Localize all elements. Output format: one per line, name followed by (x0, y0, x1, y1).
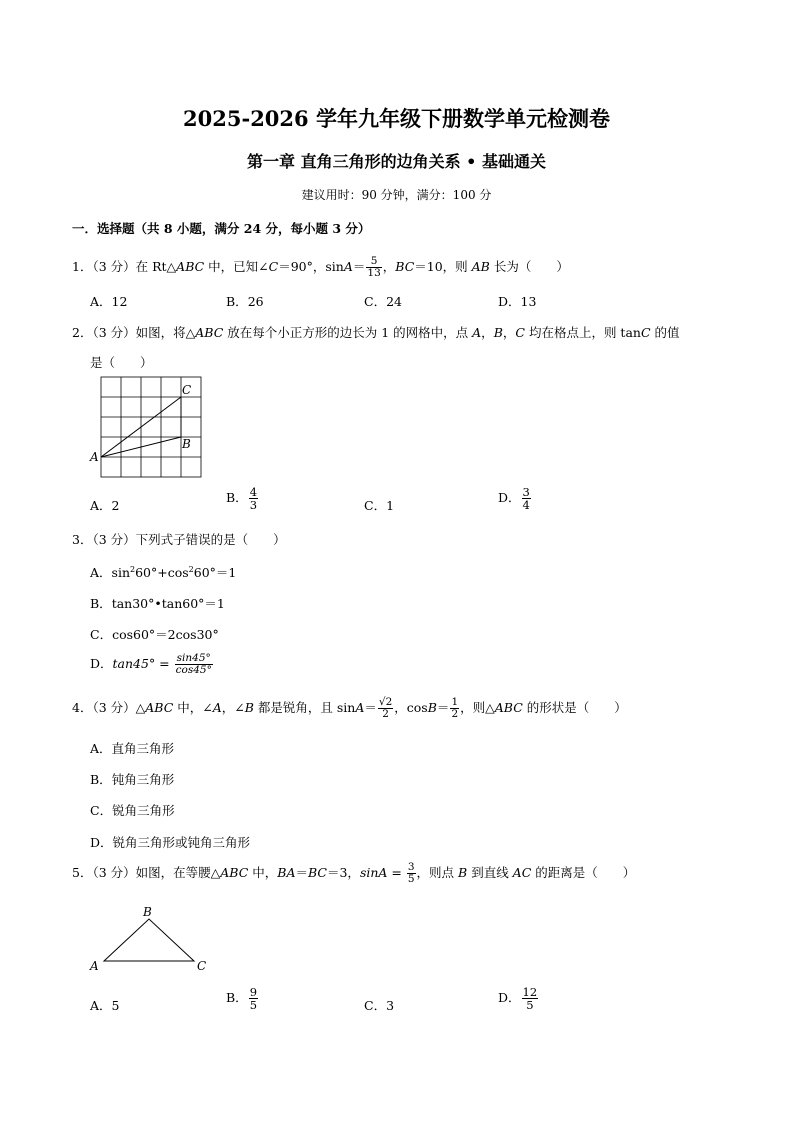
q5-abc: ABC (220, 865, 249, 881)
section-heading (72, 219, 370, 237)
q3-option-d-den: cos45° (175, 664, 212, 677)
q4-mid4: ，cos (394, 700, 428, 716)
q5-ac: AC (512, 865, 532, 881)
q4-option-c[interactable] (90, 801, 175, 819)
q3-option-d-letter: D． (90, 656, 113, 672)
q5-triangle-figure (86, 900, 216, 976)
q3-option-a-sup2: 2 (188, 564, 194, 574)
q3-option-b-text: tan30°•tan60°＝1 (111, 596, 225, 611)
q5-point-b: B (458, 865, 468, 881)
q4-mid5: ，则△ (460, 700, 495, 716)
q5-number: 5． (72, 865, 93, 881)
q2-option-c-text: 1 (386, 498, 395, 513)
q1-text-mid2: ＝90°，sin (278, 259, 344, 275)
q4-option-b-text: 钝角三角形 (111, 772, 175, 787)
page-subtitle: 第一章 直角三角形的边角关系 • 基础通关 (247, 152, 546, 171)
q2-label-a: A (90, 450, 99, 464)
q2-grid-figure (88, 374, 208, 478)
q3-option-d-lhs: tan45° = (112, 656, 174, 672)
q5-ba: BA (277, 865, 296, 881)
q1-abc: ABC (176, 259, 205, 275)
q1-option-b-text: 26 (247, 294, 264, 309)
question-4 (72, 697, 627, 720)
q5-option-d-num: 12 (522, 985, 538, 999)
q5-fraction (407, 862, 416, 885)
q1-option-d[interactable] (498, 292, 536, 310)
q4-mid1: 中，∠ (173, 700, 213, 716)
q3-text: 下列式子错误的是（ ） (135, 532, 286, 547)
q2-option-b[interactable] (226, 486, 259, 511)
q2-option-d-den: 4 (522, 498, 530, 513)
q3-option-b[interactable] (90, 594, 225, 612)
q4-b: B (244, 700, 254, 716)
q4-option-d[interactable] (90, 833, 250, 851)
q3-option-d-num: sin45° (175, 653, 213, 665)
q2-line2: 是（ ） (90, 355, 153, 370)
q4-fraction-1 (378, 697, 393, 720)
q1-option-c-letter: C． (364, 294, 387, 309)
q1-bc: BC (395, 259, 415, 275)
q5-frac-num: 3 (407, 861, 415, 873)
q5-option-a-text: 5 (111, 998, 120, 1013)
q2-option-c-letter: C． (364, 498, 387, 513)
q2-option-b-letter: B． (226, 490, 248, 506)
q3-option-a-sup1: 2 (130, 564, 136, 574)
q4-option-a[interactable] (90, 739, 174, 757)
question-5 (72, 862, 635, 885)
q2-option-d-num: 3 (522, 485, 530, 499)
q1-fraction (366, 256, 381, 279)
q5-pre: 如图，在等腰△ (135, 865, 221, 881)
q1-frac-den: 13 (367, 267, 381, 280)
q2-option-b-fraction (249, 486, 258, 511)
page-title: 2025-2026 学年九年级下册数学单元检测卷 (183, 106, 610, 131)
q4-b2: B (427, 700, 437, 716)
q2-number: 2． (72, 325, 93, 340)
q5-option-c[interactable] (364, 996, 394, 1014)
q3-option-a-p3: 60°＝1 (193, 565, 237, 580)
q4-option-c-letter: C． (90, 803, 113, 818)
q5-label-c: C (197, 959, 207, 973)
q5-option-c-letter: C． (364, 998, 387, 1013)
q2-line1-pre: 如图，将△ (135, 325, 196, 340)
q2-option-d-fraction (522, 486, 531, 511)
q5-option-d-letter: D． (498, 990, 521, 1006)
q2-tan-c: C (640, 325, 651, 340)
q1-a: A (343, 259, 353, 275)
q1-text-post: 长为（ ） (489, 259, 569, 275)
q2-point-c: C (515, 325, 525, 340)
q4-option-b-letter: B． (90, 772, 112, 787)
q5-option-d-fraction (522, 986, 539, 1011)
q3-option-c[interactable] (90, 625, 219, 643)
q1-eq: ＝ (352, 259, 366, 275)
q2-option-a-letter: A． (90, 498, 112, 513)
q2-point-b: B (493, 325, 503, 340)
question-3 (72, 530, 286, 548)
q3-score: （3 分） (92, 532, 136, 547)
q4-frac1-den: 2 (382, 708, 389, 721)
q2-label-b: B (182, 437, 191, 451)
q1-text-mid3: ， (382, 259, 396, 275)
q3-option-c-text: cos60°＝2cos30° (112, 627, 219, 642)
q4-option-d-letter: D． (90, 835, 113, 850)
q4-a: A (212, 700, 222, 716)
q1-frac-num: 5 (366, 256, 381, 268)
q1-ab: AB (471, 259, 490, 275)
q1-text-mid4: ＝10，则 (414, 259, 472, 275)
q4-frac1-num: √2 (378, 696, 393, 708)
q5-option-b-den: 5 (249, 998, 258, 1013)
q3-option-a[interactable] (90, 563, 236, 581)
q4-a2: A (355, 700, 365, 716)
q5-option-a-letter: A． (90, 998, 112, 1013)
q2-option-a-text: 2 (111, 498, 120, 513)
q2-comma1: ， (481, 325, 494, 340)
q2-line1-mid: 放在每个小正方形的边长为 1 的网格中，点 (223, 325, 473, 340)
q4-abc2: ABC (494, 700, 523, 716)
q3-option-c-letter: C． (90, 627, 113, 642)
q4-option-a-letter: A． (90, 741, 112, 756)
q4-fraction-2 (450, 697, 459, 720)
q5-option-b[interactable] (226, 986, 259, 1011)
q3-number: 3． (72, 532, 93, 547)
q2-abc: ABC (195, 325, 224, 340)
q1-option-c[interactable] (364, 292, 402, 310)
q4-option-d-text: 锐角三角形或钝角三角形 (112, 835, 251, 850)
q5-mid1: 中， (248, 865, 278, 881)
q3-option-b-letter: B． (90, 596, 112, 611)
q2-option-d[interactable] (498, 486, 532, 511)
q1-option-d-text: 13 (520, 294, 537, 309)
q5-sina: sinA = (359, 865, 406, 881)
q2-comma2: ， (502, 325, 516, 340)
q2-score: （3 分） (92, 325, 136, 340)
q1-option-a-letter: A． (90, 294, 112, 309)
q2-label-c: C (182, 383, 192, 397)
q5-frac-den: 5 (407, 873, 415, 886)
q5-option-a[interactable] (90, 996, 119, 1014)
q4-option-a-text: 直角三角形 (111, 741, 175, 756)
question-1 (72, 256, 569, 279)
q5-option-d[interactable] (498, 986, 539, 1011)
q4-number: 4． (72, 700, 93, 716)
q4-score: （3 分） (92, 700, 136, 716)
q2-option-d-letter: D． (498, 490, 521, 506)
q4-eq2: ＝ (436, 700, 450, 716)
q5-label-b: B (143, 905, 152, 919)
q4-option-b[interactable] (90, 770, 174, 788)
q1-option-a-text: 12 (111, 294, 128, 309)
q2-option-b-den: 3 (249, 498, 258, 513)
q3-option-a-p1: sin (111, 565, 130, 580)
q4-mid3: 都是锐角，且 sin (253, 700, 356, 716)
q2-option-b-num: 4 (249, 485, 258, 499)
q5-option-b-letter: B． (226, 990, 248, 1006)
q1-option-d-letter: D． (498, 294, 521, 309)
q2-point-a: A (472, 325, 482, 340)
q2-option-a[interactable] (90, 496, 119, 514)
q1-option-b-letter: B． (226, 294, 248, 309)
q5-score: （3 分） (92, 865, 136, 881)
q4-eq1: ＝ (364, 700, 377, 716)
q4-mid2: ，∠ (221, 700, 245, 716)
q3-option-d-fraction (175, 653, 213, 676)
q1-c: C (268, 259, 279, 275)
question-2 (72, 323, 680, 341)
q1-text-pre: 在 Rt△ (135, 259, 177, 275)
q4-post: 的形状是（ ） (522, 700, 627, 716)
q1-option-b[interactable] (226, 292, 264, 310)
q5-triangle (104, 919, 194, 961)
q3-option-d[interactable] (90, 653, 214, 676)
q4-frac2-num: 1 (451, 696, 459, 708)
q2-option-c[interactable] (364, 496, 394, 514)
q4-pre: △ (135, 700, 146, 716)
q5-option-b-num: 9 (249, 985, 258, 999)
q2-line1-post: 均在格点上，则 tan (524, 325, 641, 340)
q5-eq1: ＝ (295, 865, 308, 881)
section-label: 一．选择题（共 8 小题，满分 24 分，每小题 3 分） (72, 221, 371, 236)
q5-bc: BC (308, 865, 327, 881)
q5-mid2: ＝3， (326, 865, 360, 881)
q5-label-a: A (90, 959, 99, 973)
q3-option-a-letter: A． (90, 565, 112, 580)
q5-option-d-den: 5 (526, 998, 534, 1013)
q4-abc: ABC (145, 700, 174, 716)
q1-text-mid1: 中，已知∠ (204, 259, 269, 275)
q5-mid3: ，则点 (416, 865, 459, 881)
q5-option-c-text: 3 (386, 998, 395, 1013)
q1-number: 1． (72, 259, 93, 275)
q5-mid4: 到直线 (467, 865, 513, 881)
q2-line1-end: 的值 (650, 325, 680, 340)
q5-option-b-fraction (249, 986, 258, 1011)
q4-frac2-den: 2 (451, 708, 459, 721)
q1-score: （3 分） (92, 259, 136, 275)
q1-option-a[interactable] (90, 292, 127, 310)
q5-post: 的距离是（ ） (531, 865, 636, 881)
exam-meta: 建议用时：90 分钟，满分：100 分 (301, 188, 492, 202)
q4-option-c-text: 锐角三角形 (112, 803, 175, 818)
q1-option-c-text: 24 (386, 294, 402, 309)
q3-option-a-p2: 60°+cos (135, 565, 189, 580)
